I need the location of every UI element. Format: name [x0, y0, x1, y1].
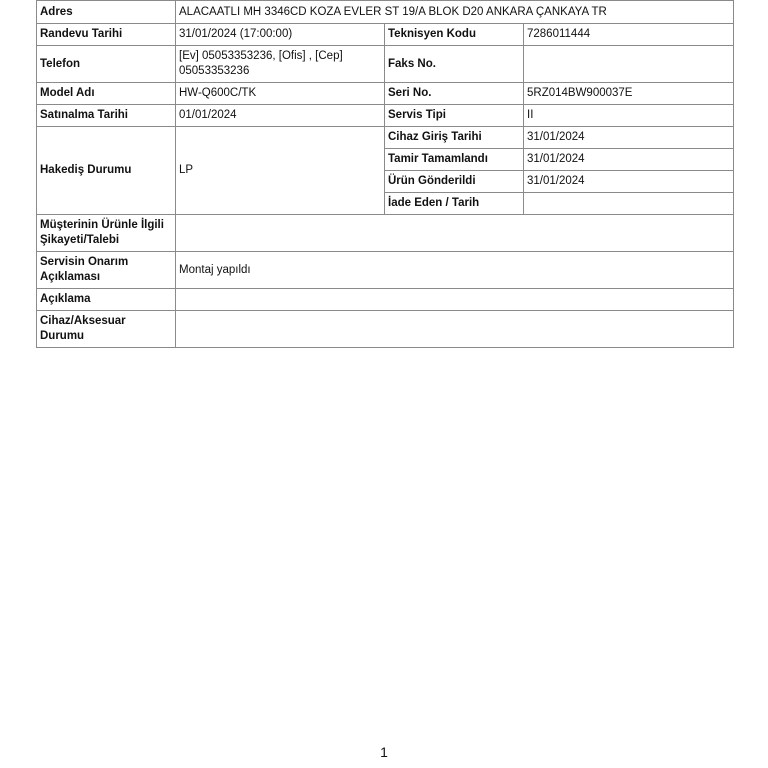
iade-eden-tarih-value [524, 193, 734, 215]
cihaz-giris-tarihi-value: 31/01/2024 [524, 127, 734, 149]
telefon-value-line2: 05053353236 [179, 65, 250, 77]
model-adi-label: Model Adı [37, 83, 176, 105]
page-number: 1 [380, 744, 388, 760]
tamir-tamamlandi-label: Tamir Tamamlandı [385, 149, 524, 171]
servis-onarim-label-line2: Açıklaması [40, 271, 101, 283]
seri-no-value: 5RZ014BW900037E [524, 83, 734, 105]
musteri-sikayeti-label [37, 215, 176, 252]
servis-tipi-value: II [524, 105, 734, 127]
telefon-value [176, 46, 385, 83]
satinalma-tarihi-label: Satınalma Tarihi [37, 105, 176, 127]
row-musteri-sikayeti [37, 215, 734, 252]
adres-value: ALACAATLI MH 3346CD KOZA EVLER ST 19/A BLOK D20 ANKARA ÇANKAYA TR [176, 1, 734, 24]
teknisyen-kodu-label: Teknisyen Kodu [385, 24, 524, 46]
cihaz-aksesuar-value [176, 311, 734, 348]
adres-label: Adres [37, 1, 176, 24]
model-adi-value: HW-Q600C/TK [176, 83, 385, 105]
row-cihaz-giris [37, 127, 734, 149]
faks-no-value [524, 46, 734, 83]
row-aciklama [37, 289, 734, 311]
urun-gonderildi-label: Ürün Gönderildi [385, 171, 524, 193]
aciklama-value [176, 289, 734, 311]
row-satinalma [37, 105, 734, 127]
faks-no-label: Faks No. [385, 46, 524, 83]
tamir-tamamlandi-value: 31/01/2024 [524, 149, 734, 171]
iade-eden-tarih-label: İade Eden / Tarih [385, 193, 524, 215]
telefon-label: Telefon [37, 46, 176, 83]
seri-no-label: Seri No. [385, 83, 524, 105]
musteri-sikayeti-label-line1: Müşterinin Ürünle İlgili [40, 219, 164, 231]
cihaz-aksesuar-label-line1: Cihaz/Aksesuar [40, 315, 126, 327]
servis-onarim-label [37, 252, 176, 289]
servis-tipi-label: Servis Tipi [385, 105, 524, 127]
cihaz-aksesuar-label [37, 311, 176, 348]
randevu-tarihi-label: Randevu Tarihi [37, 24, 176, 46]
service-form-table [36, 0, 734, 348]
servis-onarim-label-line1: Servisin Onarım [40, 256, 129, 268]
hakedis-durumu-label: Hakediş Durumu [37, 127, 176, 215]
satinalma-tarihi-value: 01/01/2024 [176, 105, 385, 127]
telefon-value-line1: [Ev] 05053353236, [Ofis] , [Cep] [179, 50, 343, 62]
cihaz-aksesuar-label-line2: Durumu [40, 330, 85, 342]
row-randevu [37, 24, 734, 46]
musteri-sikayeti-label-line2: Şikayeti/Talebi [40, 234, 120, 246]
row-cihaz-aksesuar [37, 311, 734, 348]
service-form [36, 0, 733, 348]
urun-gonderildi-value: 31/01/2024 [524, 171, 734, 193]
row-servis-onarim [37, 252, 734, 289]
teknisyen-kodu-value: 7286011444 [524, 24, 734, 46]
randevu-tarihi-value: 31/01/2024 (17:00:00) [176, 24, 385, 46]
aciklama-label: Açıklama [37, 289, 176, 311]
row-model [37, 83, 734, 105]
row-telefon [37, 46, 734, 83]
cihaz-giris-tarihi-label: Cihaz Giriş Tarihi [385, 127, 524, 149]
row-adres [37, 1, 734, 24]
musteri-sikayeti-value [176, 215, 734, 252]
servis-onarim-value: Montaj yapıldı [176, 252, 734, 289]
hakedis-durumu-value: LP [176, 127, 385, 215]
